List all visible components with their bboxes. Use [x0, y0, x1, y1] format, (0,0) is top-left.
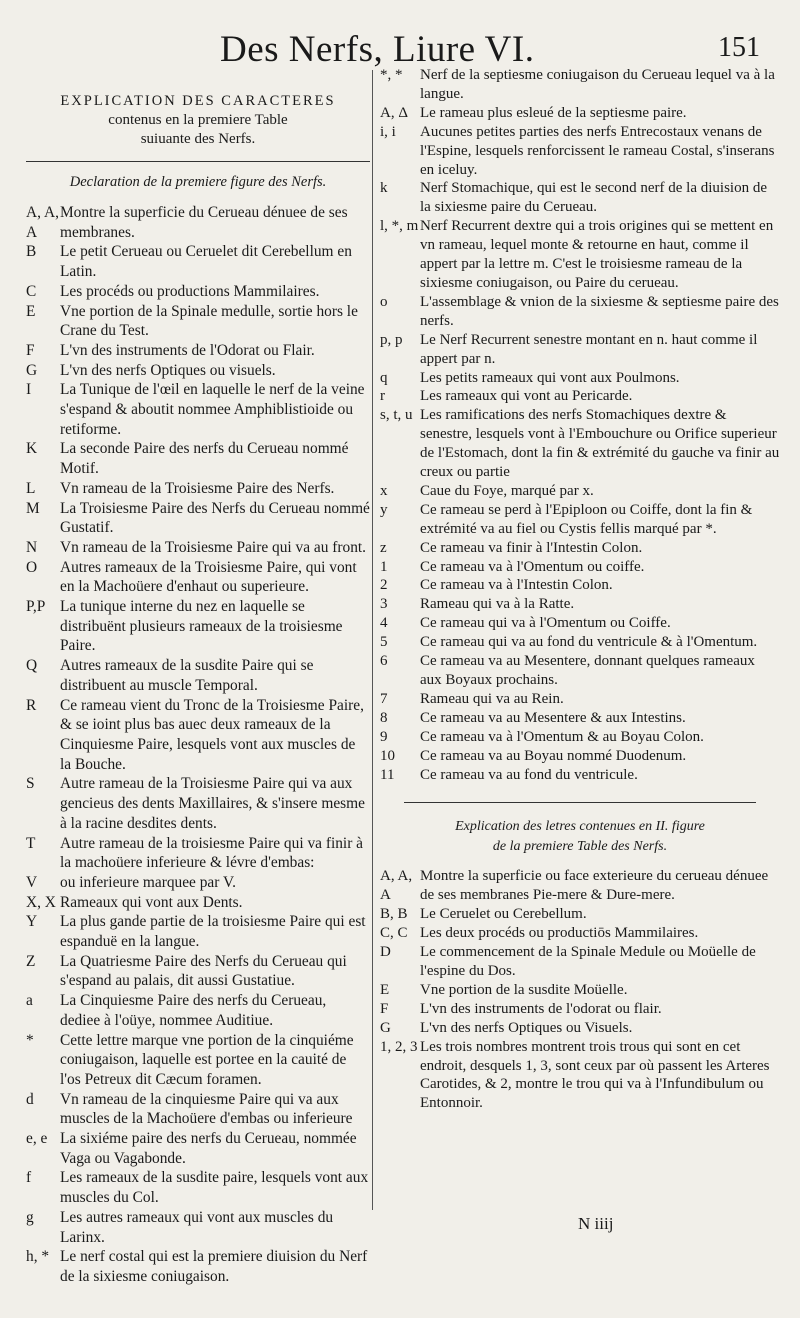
entry-key: C	[26, 282, 37, 300]
entry-text: Les trois nombres montrent trois trous qui sont en cet endroit, desquels 1, 3, sont ceux par où passent les Arteres Carotides, & 2, montre le trou qui va à l'Infundibulum ou Entonnoir.	[420, 1038, 770, 1112]
entry-key: Y	[26, 913, 38, 931]
legend-entry	[380, 482, 780, 501]
entry-key: 7	[380, 690, 388, 707]
entry-key: s, t, u	[380, 407, 413, 424]
entry-key: h, *	[26, 1248, 50, 1266]
legend-entry	[26, 834, 370, 873]
entry-text: Le Nerf Recurrent senestre montant en n. haut comme il appert par n.	[420, 331, 758, 367]
entry-text: Ce rameau va au Mesentere & aux Intestins.	[420, 709, 686, 726]
entry-key: X, X	[26, 893, 56, 911]
legend-entry	[380, 690, 780, 709]
second-section-heading-line-2: de la premiere Table des Nerfs.	[492, 839, 668, 855]
entry-text: Vn rameau de la Troisiesme Paire des Nerfs.	[60, 479, 335, 497]
entry-key: T	[26, 834, 36, 852]
entry-text: Les procéds ou productions Mammilaires.	[60, 282, 320, 300]
entry-key: 5	[380, 634, 388, 651]
entry-text: L'vn des nerfs Optiques ou visuels.	[60, 361, 276, 379]
legend-entry	[26, 439, 370, 478]
entry-key: S	[26, 775, 35, 793]
legend-entry	[26, 893, 370, 913]
section-title-line-2: contenus en la premiere Table	[108, 112, 288, 128]
entry-key: e, e	[26, 1130, 48, 1148]
legend-entry	[380, 747, 780, 766]
entry-text: Ce rameau vient du Tronc de la Troisiesme Paire, & se ioint plus bas auec deux rameaux de la Cinquiesme Paire, lesquels vont aux muscles de la Bouche.	[60, 696, 364, 773]
legend-entry	[380, 905, 780, 924]
legend-entry	[26, 1129, 370, 1168]
entry-text: La plus gande partie de la troisiesme Paire qui est espanduë en la langue.	[60, 913, 366, 951]
entry-text: Ce rameau va au fond du ventricule.	[420, 766, 638, 783]
entry-key: z	[380, 539, 387, 556]
entry-text: Ce rameau va finir à l'Intestin Colon.	[420, 539, 643, 556]
legend-entry	[380, 501, 780, 539]
entry-text: ou inferieure marquee par V.	[60, 873, 236, 891]
entry-key: q	[380, 369, 388, 386]
section-title	[26, 92, 370, 149]
legend-entry	[380, 1000, 780, 1019]
entry-text: Aucunes petites parties des nerfs Entrecostaux venans de l'Espine, lesquels renforcissent le rameau Costal, s'inserans en iceluy.	[420, 123, 775, 178]
entry-text: Ce rameau va à l'Intestin Colon.	[420, 577, 613, 594]
entry-key: E	[380, 981, 390, 998]
entry-text: Nerf Stomachique, qui est le second nerf de la diuision de la sixiesme paire du Cerueau.	[420, 180, 767, 216]
legend-entry	[26, 479, 370, 499]
entry-key: 10	[380, 747, 395, 764]
entry-text: Le rameau plus esleué de la septiesme paire.	[420, 104, 687, 121]
legend-entry	[380, 104, 780, 123]
legend-entry	[380, 558, 780, 577]
entry-key: i, i	[380, 123, 396, 140]
entry-text: L'assemblage & vnion de la sixiesme & septiesme paire des nerfs.	[420, 293, 779, 329]
legend-entry	[26, 774, 370, 833]
legend-entry	[26, 912, 370, 951]
legend-entry	[380, 406, 780, 482]
signature-mark: N iiij	[578, 1214, 614, 1233]
entry-text: La Tunique de l'œil en laquelle le nerf de la veine s'espand & aboutit nommee Amphiblistioide ou retiforme.	[60, 381, 365, 438]
entry-text: Cette lettre marque vne portion de la cinquiéme coniugaison, laquelle est portee en la cauité de l'os Petreux dit Cæcum foramen.	[60, 1031, 354, 1088]
entry-key: 3	[380, 596, 388, 613]
entry-key: *, *	[380, 67, 403, 83]
entry-key: 4	[380, 615, 388, 632]
legend-entry	[380, 867, 780, 905]
entry-text: Ce rameau va au Mesentere, donnant quelques rameaux aux Boyaux prochains.	[420, 653, 755, 688]
entry-key: 8	[380, 709, 388, 726]
legend-entry	[26, 341, 370, 361]
entry-key: o	[380, 293, 388, 310]
entry-text: Les rameaux qui vont au Pericarde.	[420, 388, 633, 405]
entry-text: Ce rameau qui va au fond du ventricule & à l'Omentum.	[420, 634, 758, 651]
entry-text: Ce rameau se perd à l'Epiploon ou Coiffe, dont la fin & extrémité va au fiel ou Cystis fellis marqué par *.	[420, 501, 753, 537]
entry-text: Autre rameau de la troisiesme Paire qui va finir à la machoüere inferieure & lévre d'embas:	[60, 834, 363, 872]
legend-entry	[26, 1247, 370, 1286]
legend-entry	[380, 1019, 780, 1038]
section-title-line-3: suiuante des Nerfs.	[140, 131, 256, 147]
entry-text: Autres rameaux de la Troisiesme Paire, qui vont en la Machoüere d'enhaut ou superieure.	[60, 558, 357, 596]
legend-list	[380, 867, 780, 1113]
entry-text: Rameaux qui vont aux Dents.	[60, 893, 243, 911]
legend-entry	[380, 387, 780, 406]
legend-entry	[380, 576, 780, 595]
entry-key: 6	[380, 653, 388, 670]
entry-key: D	[380, 944, 391, 961]
legend-entry	[380, 179, 780, 217]
legend-entry	[26, 242, 370, 281]
legend-entry	[26, 952, 370, 991]
entry-key: Q	[26, 657, 38, 675]
legend-list	[380, 66, 780, 784]
entry-key: y	[380, 501, 388, 518]
entry-text: La Troisiesme Paire des Nerfs du Cerueau nommé Gustatif.	[60, 499, 370, 537]
legend-entry	[380, 709, 780, 728]
legend-entry	[380, 981, 780, 1000]
entry-key: C, C	[380, 925, 408, 942]
entry-text: Rameau qui va à la Ratte.	[420, 596, 575, 613]
entry-key: l, *, m	[380, 218, 419, 235]
legend-entry	[26, 696, 370, 775]
entry-key: N	[26, 538, 38, 556]
legend-entry	[26, 558, 370, 597]
entry-key: r	[380, 388, 385, 405]
entry-text: Le commencement de la Spinale Medule ou Moüelle de l'espine du Dos.	[420, 944, 756, 979]
entry-text: La sixiéme paire des nerfs du Cerueau, nommée Vaga ou Vagabonde.	[60, 1130, 357, 1167]
legend-entry	[380, 293, 780, 331]
legend-entry	[26, 380, 370, 439]
entry-key: B	[26, 243, 37, 261]
entry-key: 11	[380, 766, 395, 783]
legend-entry	[26, 873, 370, 893]
legend-entry	[26, 282, 370, 302]
entry-key: 2	[380, 577, 388, 594]
horizontal-rule	[26, 161, 370, 162]
entry-text: Vne portion de la susdite Moüelle.	[420, 981, 628, 998]
entry-key: d	[26, 1090, 34, 1108]
entry-key: p, p	[380, 331, 403, 348]
entry-text: Vne portion de la Spinale medulle, sortie hors le Crane du Test.	[60, 302, 358, 340]
entry-key: x	[380, 482, 388, 499]
entry-text: La seconde Paire des nerfs du Cerueau nommé Motif.	[60, 440, 349, 478]
second-section-heading	[380, 817, 780, 857]
entry-key: Z	[26, 952, 36, 970]
legend-entry	[26, 1090, 370, 1129]
entry-key: A, Δ	[380, 104, 408, 121]
entry-text: Nerf de la septiesme coniugaison du Cerueau lequel va à la langue.	[420, 67, 775, 102]
second-figure-section	[380, 802, 780, 1113]
right-column	[380, 66, 780, 1113]
entry-text: La tunique interne du nez en laquelle se distribuënt plusieurs rameaux de la troisiesme Paire.	[60, 598, 343, 655]
left-column	[26, 92, 370, 1287]
entry-text: Montre la superficie ou face exterieure du cerueau dénuee de ses membranes Pie-mere & Dure-mere.	[420, 868, 769, 904]
legend-entry	[380, 66, 780, 104]
entry-key: I	[26, 381, 32, 399]
legend-entry	[26, 361, 370, 381]
legend-entry	[380, 595, 780, 614]
entry-key: F	[380, 1000, 389, 1017]
entry-key: 1	[380, 558, 388, 575]
entry-key: 9	[380, 728, 388, 745]
entry-text: Nerf Recurrent dextre qui a trois origines qui se mettent en vn rameau, lequel monte & retourne en haut, comme il appert par la lettre m. C'est le troisiesme rameau de la sixiesme coniugaison, ou Paire du cerueau.	[420, 218, 774, 291]
entry-key: f	[26, 1169, 32, 1187]
legend-entry	[380, 943, 780, 981]
entry-text: Autres rameaux de la susdite Paire qui se distribuent au muscle Temporal.	[60, 657, 314, 694]
legend-entry	[380, 652, 780, 690]
entry-key: a	[26, 992, 33, 1010]
legend-entry	[26, 1208, 370, 1247]
section-title-line-1: EXPLICATION DES CARACTERES	[60, 93, 336, 109]
entry-key: O	[26, 558, 38, 576]
entry-text: Le petit Cerueau ou Ceruelet dit Cerebellum en Latin.	[60, 243, 352, 281]
legend-entry	[26, 302, 370, 341]
column-divider	[372, 70, 373, 1210]
entry-text: Caue du Foye, marqué par x.	[420, 482, 594, 499]
entry-text: Montre la superficie du Cerueau dénuee de ses membranes.	[60, 204, 348, 241]
legend-list	[26, 203, 370, 1287]
entry-key: E	[26, 302, 36, 320]
entry-key: K	[26, 440, 38, 458]
entry-key: G	[380, 1019, 391, 1036]
entry-key: A, A, A	[26, 204, 59, 241]
entry-text: La Cinquiesme Paire des nerfs du Cerueau, dediee à l'oüye, nommee Auditiue.	[60, 992, 327, 1029]
entry-key: *	[26, 1031, 34, 1049]
entry-text: Les rameaux de la susdite paire, lesquels vont aux muscles du Col.	[60, 1169, 369, 1207]
legend-entry	[380, 728, 780, 747]
entry-key: V	[26, 873, 38, 891]
entry-text: Le Ceruelet ou Cerebellum.	[420, 906, 587, 923]
legend-entry	[380, 766, 780, 785]
entry-text: Ce rameau va au Boyau nommé Duodenum.	[420, 747, 687, 764]
legend-entry	[380, 924, 780, 943]
entry-text: L'vn des nerfs Optiques ou Visuels.	[420, 1019, 633, 1036]
legend-entry	[26, 499, 370, 538]
legend-entry	[380, 539, 780, 558]
entry-key: A, A, A	[380, 868, 413, 904]
entry-text: La Quatriesme Paire des Nerfs du Cerueau qui s'espand au palais, dit aussi Gustatiue.	[60, 952, 347, 990]
entry-text: Ce rameau qui va à l'Omentum ou Coiffe.	[420, 615, 671, 632]
entry-text: Ce rameau va à l'Omentum & au Boyau Colon.	[420, 728, 704, 745]
legend-entry	[380, 1038, 780, 1114]
legend-entry	[380, 331, 780, 369]
entry-key: R	[26, 696, 37, 714]
entry-key: P,P	[26, 598, 46, 616]
entry-key: 1, 2, 3	[380, 1038, 418, 1055]
entry-text: Les autres rameaux qui vont aux muscles du Larinx.	[60, 1208, 334, 1246]
entry-text: L'vn des instruments de l'Odorat ou Flair.	[60, 341, 315, 359]
entry-text: Rameau qui va au Rein.	[420, 690, 564, 707]
entry-text: Vn rameau de la Troisiesme Paire qui va au front.	[60, 538, 367, 556]
horizontal-rule	[404, 802, 756, 803]
entry-text: L'vn des instruments de l'odorat ou flair.	[420, 1000, 662, 1017]
entry-text: Le nerf costal qui est la premiere diuision du Nerf de la sixiesme coniugaison.	[60, 1248, 368, 1285]
entry-key: L	[26, 479, 36, 497]
legend-entry	[26, 656, 370, 695]
entry-text: Ce rameau va à l'Omentum ou coiffe.	[420, 558, 645, 575]
entry-key: G	[26, 361, 38, 379]
legend-entry	[26, 538, 370, 558]
legend-entry	[26, 1031, 370, 1090]
entry-text: Les ramifications des nerfs Stomachiques dextre & senestre, lesquels vont à l'Embouchure ou Orifice superieur de l'Estomach, dont la fin & extrémité du gauche va finir au creux ou partie	[420, 407, 780, 481]
entry-key: M	[26, 499, 40, 517]
second-section-heading-line-1: Explication des letres contenues en II. figure	[455, 819, 705, 835]
subheading: Declaration de la premiere figure des Nerfs.	[69, 174, 327, 190]
legend-entry	[380, 633, 780, 652]
running-title: Des Nerfs, Liure VI.	[220, 29, 535, 70]
legend-entry	[26, 1168, 370, 1207]
legend-entry	[380, 369, 780, 388]
legend-entry	[26, 203, 370, 242]
entry-text: Les deux procéds ou productiōs Mammilaires.	[420, 925, 699, 942]
entry-text: Autre rameau de la Troisiesme Paire qui va aux gencieus des dents Maxillaires, & s'insere mesme à la racine desdites dents.	[60, 775, 365, 832]
page-number: 151	[718, 32, 760, 63]
legend-entry	[380, 123, 780, 180]
legend-entry	[380, 217, 780, 293]
legend-entry	[26, 991, 370, 1030]
entry-text: Vn rameau de la cinquiesme Paire qui va aux muscles de la Machoüere d'embas ou inferieure	[60, 1090, 353, 1128]
legend-entry	[26, 597, 370, 656]
entry-key: k	[380, 180, 388, 197]
entry-text: Les petits rameaux qui vont aux Poulmons.	[420, 369, 680, 386]
entry-key: B, B	[380, 906, 408, 923]
entry-key: g	[26, 1208, 34, 1226]
legend-entry	[380, 614, 780, 633]
entry-key: F	[26, 341, 35, 359]
